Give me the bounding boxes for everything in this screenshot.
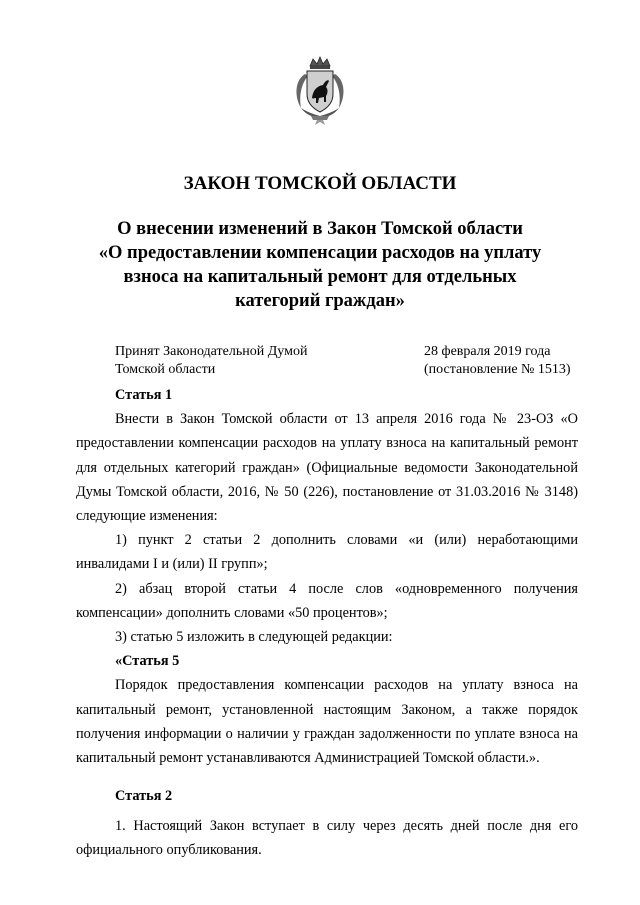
quoted-article-heading: «Статья 5 xyxy=(115,653,180,670)
article-heading: Статья 2 xyxy=(115,788,173,804)
adoption-date xyxy=(424,343,571,379)
article-paragraph: 3) статью 5 изложить в следующей редакции: xyxy=(115,629,393,646)
subject-line: категорий граждан» xyxy=(235,291,405,311)
adopted-by-line: Томской области xyxy=(115,362,216,377)
tomsk-region-coat-of-arms-icon xyxy=(293,56,347,126)
article-heading: Статья 1 xyxy=(115,387,173,403)
adopted-by-line: Принят Законодательной Думой xyxy=(115,344,308,359)
article-paragraph: 1. Настоящий Закон вступает в силу через десять дней после дня его официального опубликования. xyxy=(76,818,578,859)
subject-line: взноса на капитальный ремонт для отдельных xyxy=(123,267,517,287)
article-paragraph: 2) абзац второй статьи 4 после слов «одновременного получения компенсации» дополнить словами «50 процентов»; xyxy=(76,580,578,621)
subject-line: «О предоставлении компенсации расходов на уплату xyxy=(98,243,542,263)
adopted-by xyxy=(115,343,307,379)
law-title: ЗАКОН ТОМСКОЙ ОБЛАСТИ xyxy=(183,173,457,194)
resolution-number: (постановление № 1513) xyxy=(424,362,571,377)
article-paragraph: Порядок предоставления компенсации расходов на уплату взноса на капитальный ремонт, установленной настоящим Законом, а также порядок получения информации о наличии у граждан задолженности по уплате взноса на капитальный ремонт устанавливаются Администрацией Томской области.». xyxy=(76,677,578,767)
subject-line: О внесении изменений в Закон Томской области xyxy=(117,219,523,239)
article-1 xyxy=(76,383,578,770)
article-2 xyxy=(76,784,578,863)
article-paragraph: 1) пункт 2 статьи 2 дополнить словами «и (или) неработающими инвалидами I и (или) II групп»; xyxy=(76,532,578,573)
adoption-date-text: 28 февраля 2019 года xyxy=(424,344,551,359)
article-paragraph: Внести в Закон Томской области от 13 апреля 2016 года № 23-ОЗ «О предоставлении компенсации расходов на уплату взноса на капитальный ремонт для отдельных категорий граждан» (Официальные ведомости Законодательной Думы Томской области, 2016, № 50 (226), постановление от 31.03.2016 № 3148) следующие изменения: xyxy=(76,411,578,525)
law-subject xyxy=(60,217,580,313)
